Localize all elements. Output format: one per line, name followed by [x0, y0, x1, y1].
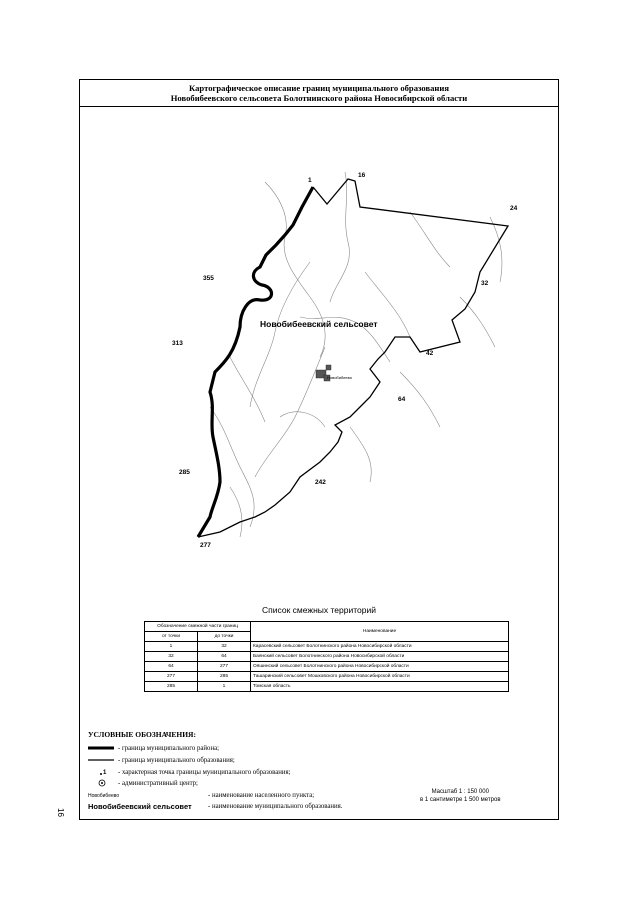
point-277: 277	[200, 542, 211, 549]
sheet-header	[80, 80, 558, 107]
col-from: от точки	[145, 632, 198, 642]
table-row: 277 285 Ташаринский сельсовет Мошковского района Новосибирской области	[145, 672, 509, 682]
col-designation: Обозначение смежной части границ	[145, 622, 251, 632]
point-24: 24	[510, 205, 518, 212]
thick-line-icon	[88, 744, 118, 752]
point-32: 32	[481, 280, 489, 287]
legend-title: УСЛОВНЫЕ ОБОЗНАЧЕНИЯ:	[88, 730, 196, 739]
table-row: 32 64 Баянский сельсовет Болотнинского района Новосибирской области	[145, 652, 509, 662]
col-to: до точки	[198, 632, 251, 642]
point-marker-icon	[88, 768, 118, 776]
municipal-boundary	[198, 179, 508, 537]
settlement-label: Новобибеево	[327, 375, 352, 380]
point-16: 16	[358, 172, 366, 179]
boundary-map	[80, 107, 560, 607]
header-line-1: Картографическое описание границ муниципального образования	[189, 83, 449, 93]
adjacent-table	[144, 621, 509, 692]
hydrography	[210, 172, 502, 537]
admin-center-icon	[88, 779, 118, 787]
table-row: 64 277 Ояшинский сельсовет Болотнинского района Новосибирской области	[145, 662, 509, 672]
point-64: 64	[398, 396, 406, 403]
table-row: 1 32 Карасевский сельсовет Болотнинского района Новосибирской области	[145, 642, 509, 652]
legend-district: - граница муниципального района;	[88, 744, 219, 752]
municipality-label: Новобибеевский сельсовет	[260, 319, 378, 329]
point-1: 1	[308, 177, 312, 184]
point-285: 285	[179, 469, 190, 476]
map-scale: Масштаб 1 : 150 000 в 1 сантиметре 1 500 метров	[420, 789, 501, 803]
legend-settlement: Новобибеево - наименование населенного пункта;	[88, 792, 315, 799]
legend-municipality: Новобибеевский сельсовет - наименование муниципального образования.	[88, 802, 343, 811]
map-sheet	[79, 79, 559, 820]
point-242: 242	[315, 479, 326, 486]
thin-line-icon	[88, 756, 118, 764]
header-line-2: Новобибеевского сельсовета Болотнинского района Новосибирской области	[170, 93, 468, 103]
page-number: 16	[55, 808, 65, 817]
point-355: 355	[203, 275, 214, 282]
point-42: 42	[426, 350, 434, 357]
legend-point: 1 - характерная точка границы муниципального образования;	[88, 768, 291, 776]
table-row: 285 1 Томская область	[145, 682, 509, 692]
legend-municipal: - граница муниципального образования;	[88, 756, 235, 764]
svg-text:1: 1	[103, 770, 107, 776]
legend-center: - административный центр;	[88, 779, 198, 787]
adjacent-table-title: Список смежных территорий	[262, 605, 376, 615]
point-313: 313	[172, 340, 183, 347]
col-name: Наименование	[251, 622, 509, 642]
